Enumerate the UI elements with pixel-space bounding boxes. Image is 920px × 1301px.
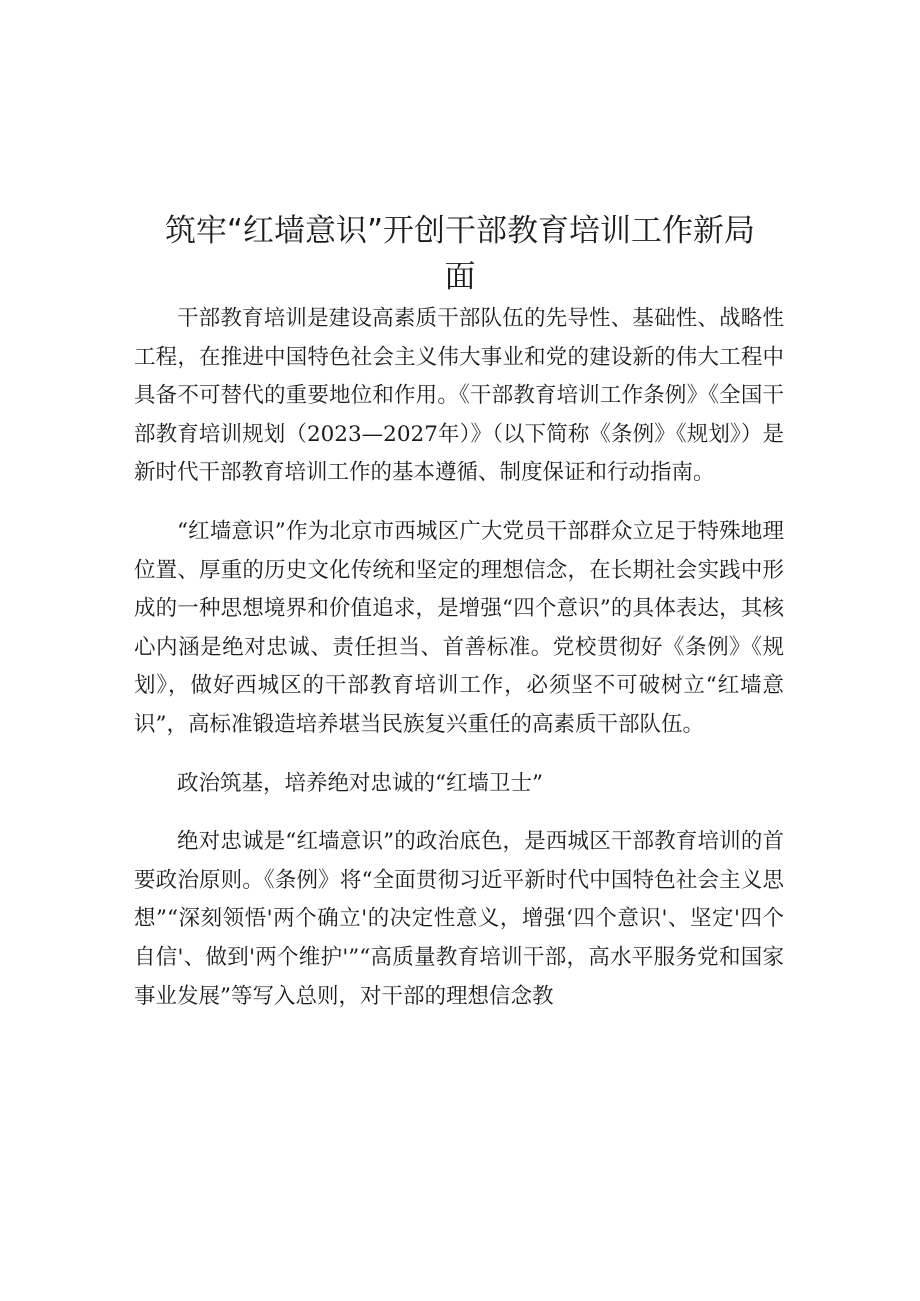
document-body xyxy=(134,300,784,1036)
paragraph-absolute-loyalty: 绝对忠诚是“红墙意识”的政治底色，是西城区干部教育培训的首要政治原则。《条例》将“全面贯彻习近平新时代中国特色社会主义思想”“深刻领悟'两个确立'的决定性意义，增强‘四个意识'、坚定'四个自信'、做到'两个维护'”“高质量教育培训干部，高水平服务党和国家事业发展”等写入总则，对干部的理想信念教 xyxy=(134,829,784,1009)
paragraph-intro: 干部教育培训是建设高素质干部队伍的先导性、基础性、战略性工程，在推进中国特色社会主义伟大事业和党的建设新的伟大工程中具备不可替代的重要地位和作用。《干部教育培训工作条例》《全国干部教育培训规划（2023—2027年）》（以下简称《条例》《规划》）是新时代干部教育培训工作的基本遵循、制度保证和行动指南。 xyxy=(134,306,784,486)
section-heading-political-foundation: 政治筑基，培养绝对忠诚的“红墙卫士” xyxy=(177,770,543,796)
document-title: 筑牢“红墙意识”开创干部教育培训工作新局面 xyxy=(164,213,756,295)
paragraph-red-wall-awareness: “红墙意识”作为北京市西城区广大党员干部群众立足于特殊地理位置、厚重的历史文化传统和坚定的理想信念，在长期社会实践中形成的一种思想境界和价值追求，是增强“四个意识”的具体表达，其核心内涵是绝对忠诚、责任担当、首善标准。党校贯彻好《条例》《规划》，做好西城区的干部教育培训工作，必须坚不可破树立“红墙意识”，高标准锻造培养堪当民族复兴重任的高素质干部队伍。 xyxy=(134,518,784,737)
